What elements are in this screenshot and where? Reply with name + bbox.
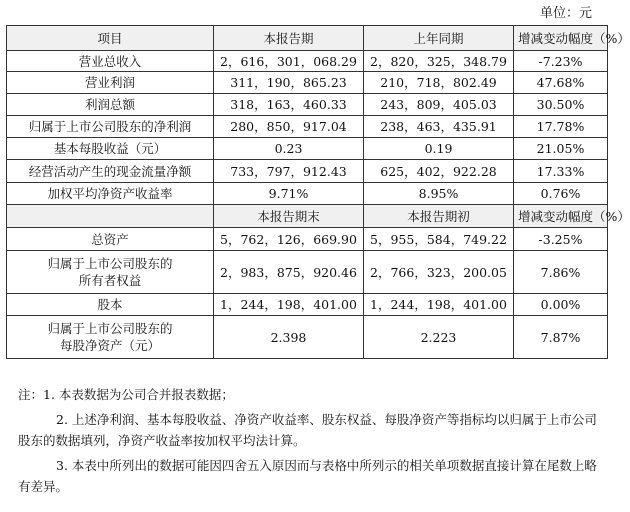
row-value-period-end: 2.398: [214, 316, 364, 359]
row-value-prior: 243，809，405.03: [364, 94, 514, 116]
row-label: 基本每股收益（元）: [7, 138, 214, 160]
header-cell-prior-period: 上年同期: [364, 26, 514, 51]
note-1: 注：1. 本表数据为公司合并报表数据；: [18, 387, 234, 402]
table-header-row: [7, 26, 608, 51]
row-value-current: 311，190，865.23: [214, 72, 364, 94]
row-value-change: 47.68%: [514, 72, 608, 94]
row-value-current: 318，163，460.33: [214, 94, 364, 116]
row-label: 利润总额: [7, 94, 214, 116]
table-subheader-row: [7, 205, 608, 228]
row-value-current: 0.23: [214, 138, 364, 160]
table-row: [7, 116, 608, 138]
row-value-change: -3.25%: [514, 228, 608, 251]
row-value-prior: 210，718，802.49: [364, 72, 514, 94]
header-cell-change: 增减变动幅度（%）: [514, 26, 608, 51]
financial-summary-table: [6, 25, 630, 359]
row-label: 加权平均净资产收益率: [7, 183, 214, 205]
row-label: 归属于上市公司股东的 每股净资产（元）: [7, 316, 214, 359]
header-cell-current-period: 本报告期: [214, 26, 364, 51]
row-value-period-end: 5，762，126，669.90: [214, 228, 364, 251]
table-row: [7, 316, 608, 359]
row-value-current: 9.71%: [214, 183, 364, 205]
row-value-change: 0.00%: [514, 294, 608, 316]
table-row: [7, 251, 608, 294]
header-cell-item: 项目: [7, 26, 214, 51]
notes-section: [18, 384, 604, 497]
note-3: 3. 本表中所列出的数据可能因四舍五入原因而与表格中所列示的相关单项数据直接计算在尾数上略有差异。: [18, 458, 597, 494]
note-2: 2. 上述净利润、基本每股收益、净资产收益率、股东权益、每股净资产等指标均以归属于上市公司股东的数据填列，净资产收益率按加权平均法计算。: [18, 412, 597, 448]
row-value-period-end: 2，983，875，920.46: [214, 251, 364, 294]
table-row: [7, 94, 608, 116]
row-value-period-start: 2，766，323，200.05: [364, 251, 514, 294]
table-row: [7, 51, 608, 72]
row-value-change: 17.78%: [514, 116, 608, 138]
row-value-prior: 8.95%: [364, 183, 514, 205]
row-value-change: 7.87%: [514, 316, 608, 359]
table-row: [7, 183, 608, 205]
subheader-cell-period-start: 本报告期初: [364, 205, 514, 228]
unit-label: 单位：元: [540, 6, 593, 21]
row-label: 归属于上市公司股东的净利润: [7, 116, 214, 138]
row-value-change: 0.76%: [514, 183, 608, 205]
row-value-change: 17.33%: [514, 160, 608, 183]
row-value-change: 7.86%: [514, 251, 608, 294]
row-value-prior: 238，463，435.91: [364, 116, 514, 138]
subheader-cell-period-end: 本报告期末: [214, 205, 364, 228]
row-label: 经营活动产生的现金流量净额: [7, 160, 214, 183]
row-value-change: 30.50%: [514, 94, 608, 116]
table-row: [7, 138, 608, 160]
row-value-change: 21.05%: [514, 138, 608, 160]
row-label: 营业利润: [7, 72, 214, 94]
row-value-prior: 625，402，922.28: [364, 160, 514, 183]
row-value-prior: 2，820，325，348.79: [364, 51, 514, 72]
row-value-period-start: 5，955，584，749.22: [364, 228, 514, 251]
row-value-period-end: 1，244，198，401.00: [214, 294, 364, 316]
row-label: 归属于上市公司股东的 所有者权益: [7, 251, 214, 294]
row-label: 总资产: [7, 228, 214, 251]
row-value-current: 733，797，912.43: [214, 160, 364, 183]
row-value-change: -7.23%: [514, 51, 608, 72]
subheader-cell-change: 增减变动幅度（%）: [514, 205, 608, 228]
row-value-period-start: 2.223: [364, 316, 514, 359]
row-value-period-start: 1，244，198，401.00: [364, 294, 514, 316]
row-value-current: 2，616，301，068.29: [214, 51, 364, 72]
subheader-cell-empty: [7, 205, 214, 228]
row-label: 营业总收入: [7, 51, 214, 72]
row-value-prior: 0.19: [364, 138, 514, 160]
table-row: [7, 72, 608, 94]
row-label: 股本: [7, 294, 214, 316]
table-row: [7, 160, 608, 183]
table-row: [7, 294, 608, 316]
row-value-current: 280，850，917.04: [214, 116, 364, 138]
table-row: [7, 228, 608, 251]
